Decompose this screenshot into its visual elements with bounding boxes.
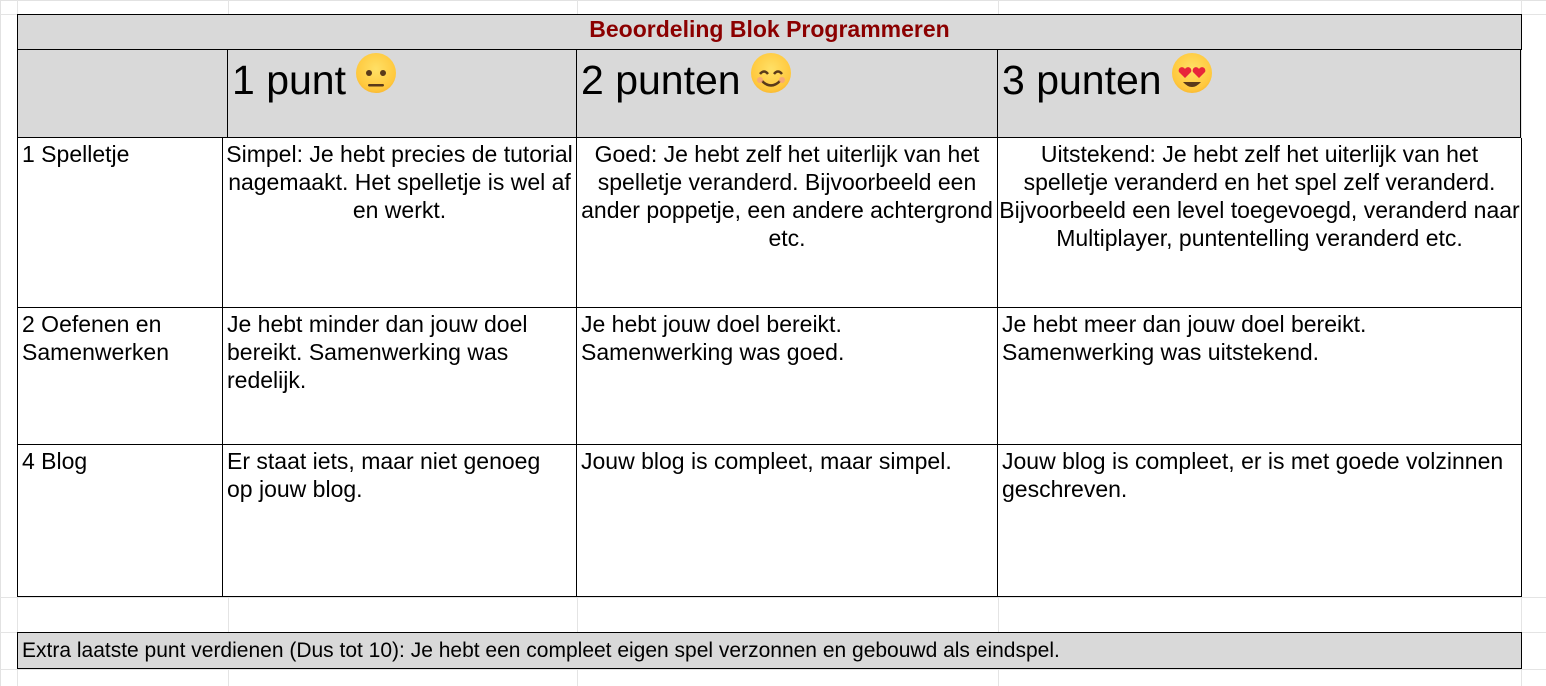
cell-blog-1-punt[interactable]: Er staat iets, maar niet genoeg op jouw blog. <box>223 445 577 597</box>
sheet-title[interactable]: Beoordeling Blok Programmeren <box>17 14 1522 50</box>
header-2-punten-label: 2 punten <box>581 57 741 103</box>
cell-blog-3-punten[interactable]: Jouw blog is compleet, er is met goede volzinnen geschreven. <box>998 445 1522 597</box>
cell-spelletje-3-punten[interactable]: Uitstekend: Je hebt zelf het uiterlijk van het spelletje veranderd en het spel zelf veranderd. Bijvoorbeeld een level toegevoegd, veranderd naar Multiplayer, puntentelling veranderd etc. <box>998 138 1522 308</box>
cell-spelletje-1-punt[interactable]: Simpel: Je hebt precies de tutorial nagemaakt. Het spelletje is wel af en werkt. <box>223 138 577 308</box>
row-label-oefenen-samenwerken[interactable]: 2 Oefenen en Samenwerken <box>17 308 223 445</box>
cell-oefenen-3-punten[interactable]: Je hebt meer dan jouw doel bereikt. Samenwerking was uitstekend. <box>998 308 1522 445</box>
gridline <box>0 597 1546 598</box>
gridline <box>0 669 1546 670</box>
header-1-punt[interactable] <box>228 50 577 138</box>
extra-point-note[interactable]: Extra laatste punt verdienen (Dus tot 10): Je hebt een compleet eigen spel verzonnen en gebouwd als eindspel. <box>17 632 1522 669</box>
cell-blog-2-punten[interactable]: Jouw blog is compleet, maar simpel. <box>577 445 998 597</box>
header-3-punten-label: 3 punten <box>1002 57 1162 103</box>
cell-oefenen-2-punten[interactable]: Je hebt jouw doel bereikt. Samenwerking was goed. <box>577 308 998 445</box>
cell-spelletje-2-punten[interactable]: Goed: Je hebt zelf het uiterlijk van het spelletje veranderd. Bijvoorbeeld een ander poppetje, een andere achtergrond etc. <box>577 138 998 308</box>
heart-eyes-face-icon <box>1172 53 1212 93</box>
neutral-face-icon <box>356 53 396 93</box>
cell-oefenen-1-punt[interactable]: Je hebt minder dan jouw doel bereikt. Samenwerking was redelijk. <box>223 308 577 445</box>
header-1-punt-label: 1 punt <box>232 57 346 103</box>
header-3-punten[interactable] <box>998 50 1521 138</box>
row-label-blog[interactable]: 4 Blog <box>17 445 223 597</box>
header-2-punten[interactable] <box>577 50 998 138</box>
header-empty-cell[interactable] <box>17 50 228 138</box>
row-label-spelletje[interactable]: 1 Spelletje <box>17 138 223 308</box>
smiling-face-icon <box>751 53 791 93</box>
